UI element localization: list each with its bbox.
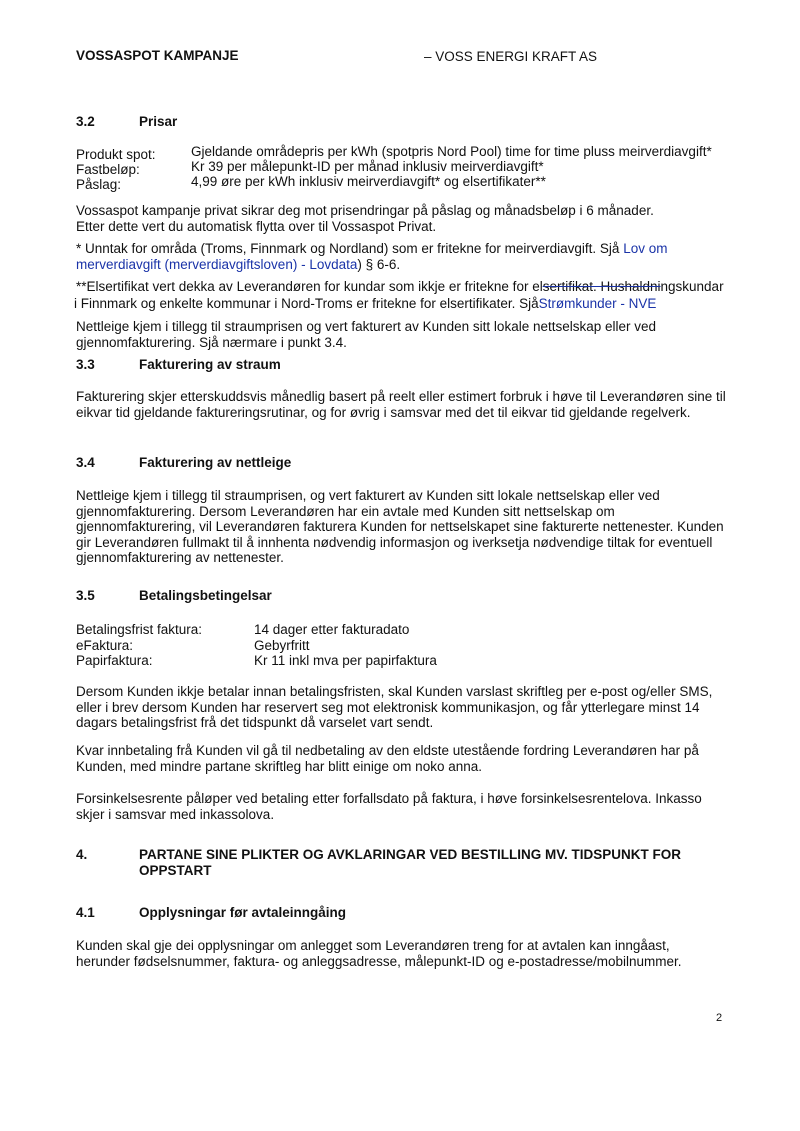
text-line: Dersom Kunden ikkje betalar innan betalingsfristen, skal Kunden varslast skriftleg per e-post og/eller SMS, (76, 684, 713, 699)
text-line: Kvar innbetaling frå Kunden vil gå til nedbetaling av den eldste utestående fordring Leverandøren har på (76, 743, 699, 758)
text-line: Etter dette vert du automatisk flytta over til Vossaspot Privat. (76, 218, 437, 234)
paragraph-innbetaling (76, 743, 726, 774)
document-header-right: – VOSS ENERGI KRAFT AS (424, 49, 598, 64)
section-number-4-1: 4.1 (76, 905, 95, 920)
text-line: gjennomfakturering av nettenester. (76, 550, 284, 565)
section-number-4: 4. (76, 847, 88, 862)
text-line: dagars betalingsfrist frå det tidspunkt då varselet vart sendt. (76, 715, 434, 730)
document-header-left: VOSSASPOT KAMPANJE (76, 48, 239, 63)
text-line: Vossaspot kampanje privat sikrar deg mot prisendringar på påslag og månadsbeløp i 6 månader. (76, 203, 654, 218)
text-line: gjennomfakturering. Sjå nærmare i punkt 3.4. (76, 334, 347, 350)
text-line: eikvar tid gjeldande faktureringsrutinar, og for øvrig i samsvar med det til eikvar tid gjeldande regelverk. (76, 404, 691, 420)
text-line: gir Leverandøren fullmakt til å innhenta nødvendig informasjon og iverksetja nødvendige tiltak for eventuell (76, 534, 713, 550)
paragraph-kampanje-info (76, 203, 726, 234)
text-line: skjer i samsvar med inkassolova. (76, 806, 275, 822)
text-line: gjennomfakturering. Dersom Leverandøren har ein avtale med Kunden sitt nettselskap om (76, 503, 615, 519)
payment-term-label: Betalingsfrist faktura: (76, 622, 203, 637)
text-line: Kunden skal gje dei opplysningar om anlegget som Leverandøren treng for at avtalen kan inngåast, (76, 938, 670, 953)
section-title-opplysningar: Opplysningar før avtaleinngåing (139, 905, 347, 920)
text-line: gjennomfakturering, vil Leverandøren fakturera Kunden for nettselskapet sine fakturerte nettenester. Kunden (76, 519, 724, 534)
price-label: Påslag: (76, 177, 122, 192)
payment-term-value: 14 dager etter fakturadato (254, 622, 410, 637)
price-label: Fastbeløp: (76, 162, 140, 177)
section-title-prisar: Prisar (139, 114, 178, 129)
text-line: eller i brev dersom Kunden har reservert seg mot elektronisk kommunikasjon, og får ytterlegare minst 14 (76, 699, 700, 715)
text-line: Kunden, med mindre partane skriftleg har blitt einige om noko anna. (76, 758, 482, 774)
link-merverdiavgiftsloven[interactable]: merverdiavgift (merverdiavgiftsloven) - Lovdata (76, 256, 358, 272)
section-number-3-5: 3.5 (76, 588, 95, 603)
price-value: Gjeldande områdepris per kWh (spotpris Nord Pool) time for time pluss meirverdiavgift* (191, 144, 712, 159)
paragraph-opplysningar (76, 938, 726, 969)
text-line: Nettleige kjem i tillegg til straumprisen og vert fakturert av Kunden sitt lokale nettselskap eller ved (76, 319, 657, 334)
link-stromkunder-nve[interactable]: Strømkunder - NVE (538, 295, 657, 311)
paragraph-mva-unntak (76, 241, 726, 272)
payment-term-label: eFaktura: (76, 637, 134, 653)
paragraph-fakturering-nettleige (76, 488, 726, 566)
text-segment: i Finnmark og enkelte kommunar i Nord-Troms er fritekne for elsertifikater. Sjå (74, 295, 539, 311)
text-segment: * Unntak for områda (Troms, Finnmark og Nordland) som er fritekne for meirverdiavgift. Sjå (76, 241, 624, 256)
heading-line: OPPSTART (139, 862, 212, 878)
heading-line: PARTANE SINE PLIKTER OG AVKLARINGAR VED BESTILLING MV. TIDSPUNKT FOR (139, 847, 682, 862)
payment-term-label: Papirfaktura: (76, 653, 153, 668)
price-value: 4,99 øre per kWh inklusiv meirverdiavgift* og elsertifikater** (191, 174, 546, 189)
section-number-3-2: 3.2 (76, 114, 95, 129)
paragraph-nettleige-ref (76, 319, 726, 350)
section-number-3-4: 3.4 (76, 455, 95, 470)
price-value: Kr 39 per målepunkt-ID per månad inklusiv meirverdiavgift* (191, 159, 544, 174)
text-line: Nettleige kjem i tillegg til straumprisen, og vert fakturert av Kunden sitt lokale nettselskap eller ved (76, 488, 660, 503)
section-title-betalingsbetingelsar: Betalingsbetingelsar (139, 588, 272, 603)
section-title-fakturering-straum: Fakturering av straum (139, 357, 281, 372)
payment-term-value: Gebyrfritt (254, 637, 310, 653)
payment-term-value: Kr 11 inkl mva per papirfaktura (254, 653, 437, 668)
price-label: Produkt spot: (76, 147, 156, 162)
section-number-3-3: 3.3 (76, 357, 95, 372)
text-segment: **Elsertifikat vert dekka av Leverandøren for kundar som ikkje er fritekne for el (76, 279, 543, 294)
link-lov-om[interactable]: Lov om (623, 241, 668, 256)
paragraph-fakturering-straum (76, 389, 726, 420)
section-title-fakturering-nettleige: Fakturering av nettleige (139, 455, 292, 470)
text-segment: ) § 6-6. (357, 256, 401, 272)
text-segment: ngskundar (660, 279, 724, 294)
paragraph-elsertifikat (76, 279, 726, 311)
section-title-partane-plikter (139, 847, 681, 878)
text-line: Fakturering skjer etterskuddsvis månedlig basert på reelt eller estimert forbruk i høve til Leverandøren sine til (76, 389, 726, 404)
text-line: Forsinkelsesrente påløper ved betaling etter forfallsdato på faktura, i høve forsinkelsesrentelova. Inkasso (76, 791, 702, 806)
payment-terms-table (76, 622, 726, 670)
paragraph-betalingsfrist (76, 684, 726, 731)
page-number: 2 (716, 1012, 723, 1024)
text-line: herunder fødselsnummer, faktura- og anleggsadresse, målepunkt-ID og e-postadresse/mobilnummer. (76, 953, 682, 969)
tracked-deletion-text: sertifikat. Hushaldni (542, 279, 661, 294)
paragraph-forsinkelsesrente (76, 791, 726, 822)
